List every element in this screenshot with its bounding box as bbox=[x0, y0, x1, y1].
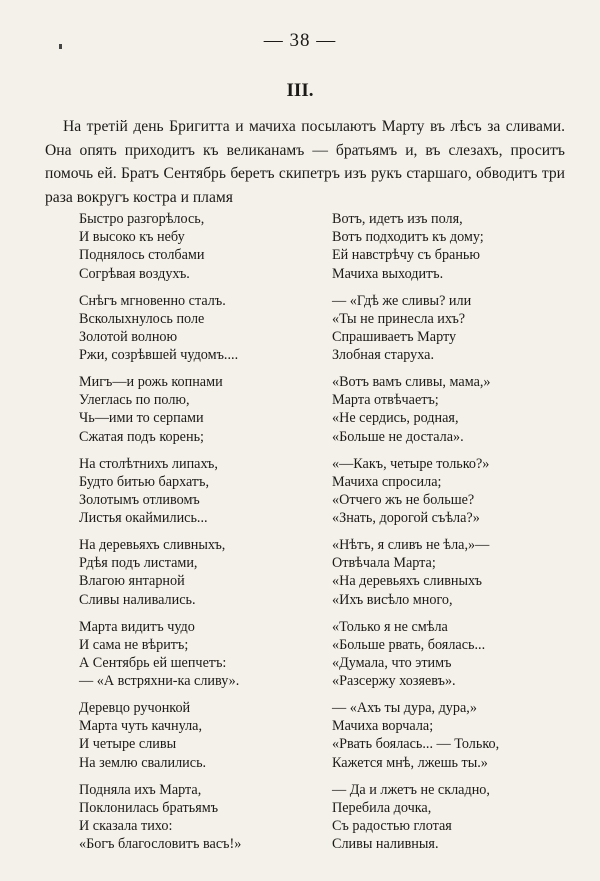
verse-line: Поднялось столбами bbox=[79, 247, 205, 264]
verse-line: Спрашиваетъ Марту bbox=[332, 328, 457, 345]
verse-line: — Да и лжетъ не складно, bbox=[332, 781, 490, 798]
verse-line: Деревцо ручонкой bbox=[79, 700, 191, 716]
verse-line: — «Ахъ ты дура, дура,» bbox=[332, 700, 477, 716]
verse-line: Всколыхнулось поле bbox=[79, 310, 205, 327]
stanza bbox=[332, 618, 572, 700]
stanza bbox=[332, 781, 572, 863]
verse-line: «Отчего жъ не больше? bbox=[332, 491, 475, 508]
verse-line: На столѣтнихъ липахъ, bbox=[79, 455, 218, 472]
verse-line: Улеглась по полю, bbox=[79, 392, 190, 409]
verse-line: Сливы наливались. bbox=[79, 591, 196, 608]
intro-paragraph bbox=[45, 115, 565, 209]
verse-line: Марта отвѣчаетъ; bbox=[332, 392, 439, 409]
verse-line: «Богъ благословитъ васъ!» bbox=[79, 836, 242, 853]
verse-line: «Только я не смѣла bbox=[332, 618, 448, 635]
stanza bbox=[79, 699, 309, 781]
verse-line: На землю свалились. bbox=[79, 754, 207, 771]
stanza bbox=[79, 536, 309, 618]
verse-line: Злобная старуха. bbox=[332, 347, 434, 364]
stanza bbox=[79, 618, 309, 700]
stanza bbox=[79, 210, 309, 292]
verse-line: Рдѣя подъ листами, bbox=[79, 555, 198, 572]
verse-line: Быстро разгорѣлось, bbox=[79, 211, 205, 227]
verse-line: «Нѣтъ, я сливъ не ѣла,»— bbox=[332, 537, 490, 553]
verse-line: «Вотъ вамъ сливы, мама,» bbox=[332, 374, 491, 390]
verse-line: Поклонилась братьямъ bbox=[79, 799, 219, 816]
verse-line: Согрѣвая воздухъ. bbox=[79, 265, 190, 282]
verse-line: Мачиха ворчала; bbox=[332, 718, 434, 735]
verse-line: «Разсержу хозяевъ». bbox=[332, 673, 456, 690]
verse-line: «Ихъ висѣло много, bbox=[332, 591, 453, 608]
verse-line: Ей навстрѣчу съ бранью bbox=[332, 247, 481, 264]
verse-line: Кажется мнѣ, лжешь ты.» bbox=[332, 754, 488, 771]
verse-line: Мачиха выходитъ. bbox=[332, 265, 444, 282]
verse-line: — «А встряхни-ка сливу». bbox=[79, 673, 240, 690]
verse-line: Марта видитъ чудо bbox=[79, 618, 195, 635]
verse-line: Вотъ подходитъ къ дому; bbox=[332, 229, 484, 246]
verse-line: «Ты не принесла ихъ? bbox=[332, 310, 466, 327]
verse-line: «Не сердись, родная, bbox=[332, 410, 459, 427]
stanza bbox=[79, 455, 309, 537]
verse-line: И четыре сливы bbox=[79, 736, 177, 753]
verse-line: И высоко къ небу bbox=[79, 229, 185, 246]
verse-line: «На деревьяхъ сливныхъ bbox=[332, 573, 482, 590]
verse-line: Снѣгъ мгновенно сталъ. bbox=[79, 292, 226, 309]
verse-line: Листья окаймились... bbox=[79, 510, 208, 527]
verse-line: На деревьяхъ сливныхъ, bbox=[79, 537, 226, 553]
stanza bbox=[79, 292, 309, 374]
verse-line: Золотымъ отливомъ bbox=[79, 491, 200, 508]
verse-line: Будто битью бархатъ, bbox=[79, 473, 210, 490]
verse-line: Марта чуть качнула, bbox=[79, 718, 203, 735]
stanza bbox=[332, 699, 572, 781]
verse-line: Сливы наливныя. bbox=[332, 836, 439, 853]
verse-line: А Сентябрь ей шепчетъ: bbox=[79, 654, 227, 671]
poem-right-column bbox=[332, 210, 572, 862]
verse-line: И сказала тихо: bbox=[79, 817, 173, 834]
stanza bbox=[332, 455, 572, 537]
section-title: III. bbox=[286, 80, 314, 101]
verse-line: И сама не вѣритъ; bbox=[79, 636, 189, 653]
stanza bbox=[79, 781, 309, 863]
verse-line: «Думала, что этимъ bbox=[332, 654, 452, 671]
verse-line: Мачиха спросила; bbox=[332, 473, 442, 490]
verse-line: Подняла ихъ Марта, bbox=[79, 781, 202, 798]
intro-text: На третій день Бригитта и мачиха посылаютъ Марту въ лѣсъ за сливами. Она опять приходитъ къ великанамъ — братьямъ и, въ слезахъ, проситъ помочь ей. Братъ Сентябрь беретъ скипетръ изъ рукъ старшаго, обводитъ три раза вокругъ костра и пламя bbox=[45, 118, 565, 206]
verse-line: «Знать, дорогой съѣла?» bbox=[332, 510, 480, 527]
stanza bbox=[79, 373, 309, 455]
verse-line: Съ радостью глотая bbox=[332, 817, 452, 834]
verse-line: Мигъ—и рожь копнами bbox=[79, 374, 223, 390]
verse-line: Золотой волною bbox=[79, 328, 178, 345]
poem-left-column bbox=[79, 210, 309, 862]
verse-line: «Больше рвать, боялась... bbox=[332, 636, 486, 653]
verse-line: Вотъ, идетъ изъ поля, bbox=[332, 211, 463, 227]
verse-line: «Больше не достала». bbox=[332, 428, 464, 445]
stanza bbox=[332, 536, 572, 618]
verse-line: «—Какъ, четыре только?» bbox=[332, 455, 490, 472]
stanza bbox=[332, 373, 572, 455]
verse-line: Чь—ими то серпами bbox=[79, 410, 204, 427]
verse-line: Сжатая подъ корень; bbox=[79, 428, 204, 445]
stanza bbox=[332, 292, 572, 374]
verse-line: Перебила дочка, bbox=[332, 799, 432, 816]
verse-line: Влагою янтарной bbox=[79, 573, 185, 590]
verse-line: «Рвать боялась... — Только, bbox=[332, 736, 500, 753]
verse-line: Отвѣчала Марта; bbox=[332, 555, 436, 572]
page-number: — 38 — bbox=[263, 30, 337, 51]
verse-line: Ржи, созрѣвшей чудомъ.... bbox=[79, 347, 239, 364]
stanza bbox=[332, 210, 572, 292]
verse-line: — «Гдѣ же сливы? или bbox=[332, 292, 472, 309]
